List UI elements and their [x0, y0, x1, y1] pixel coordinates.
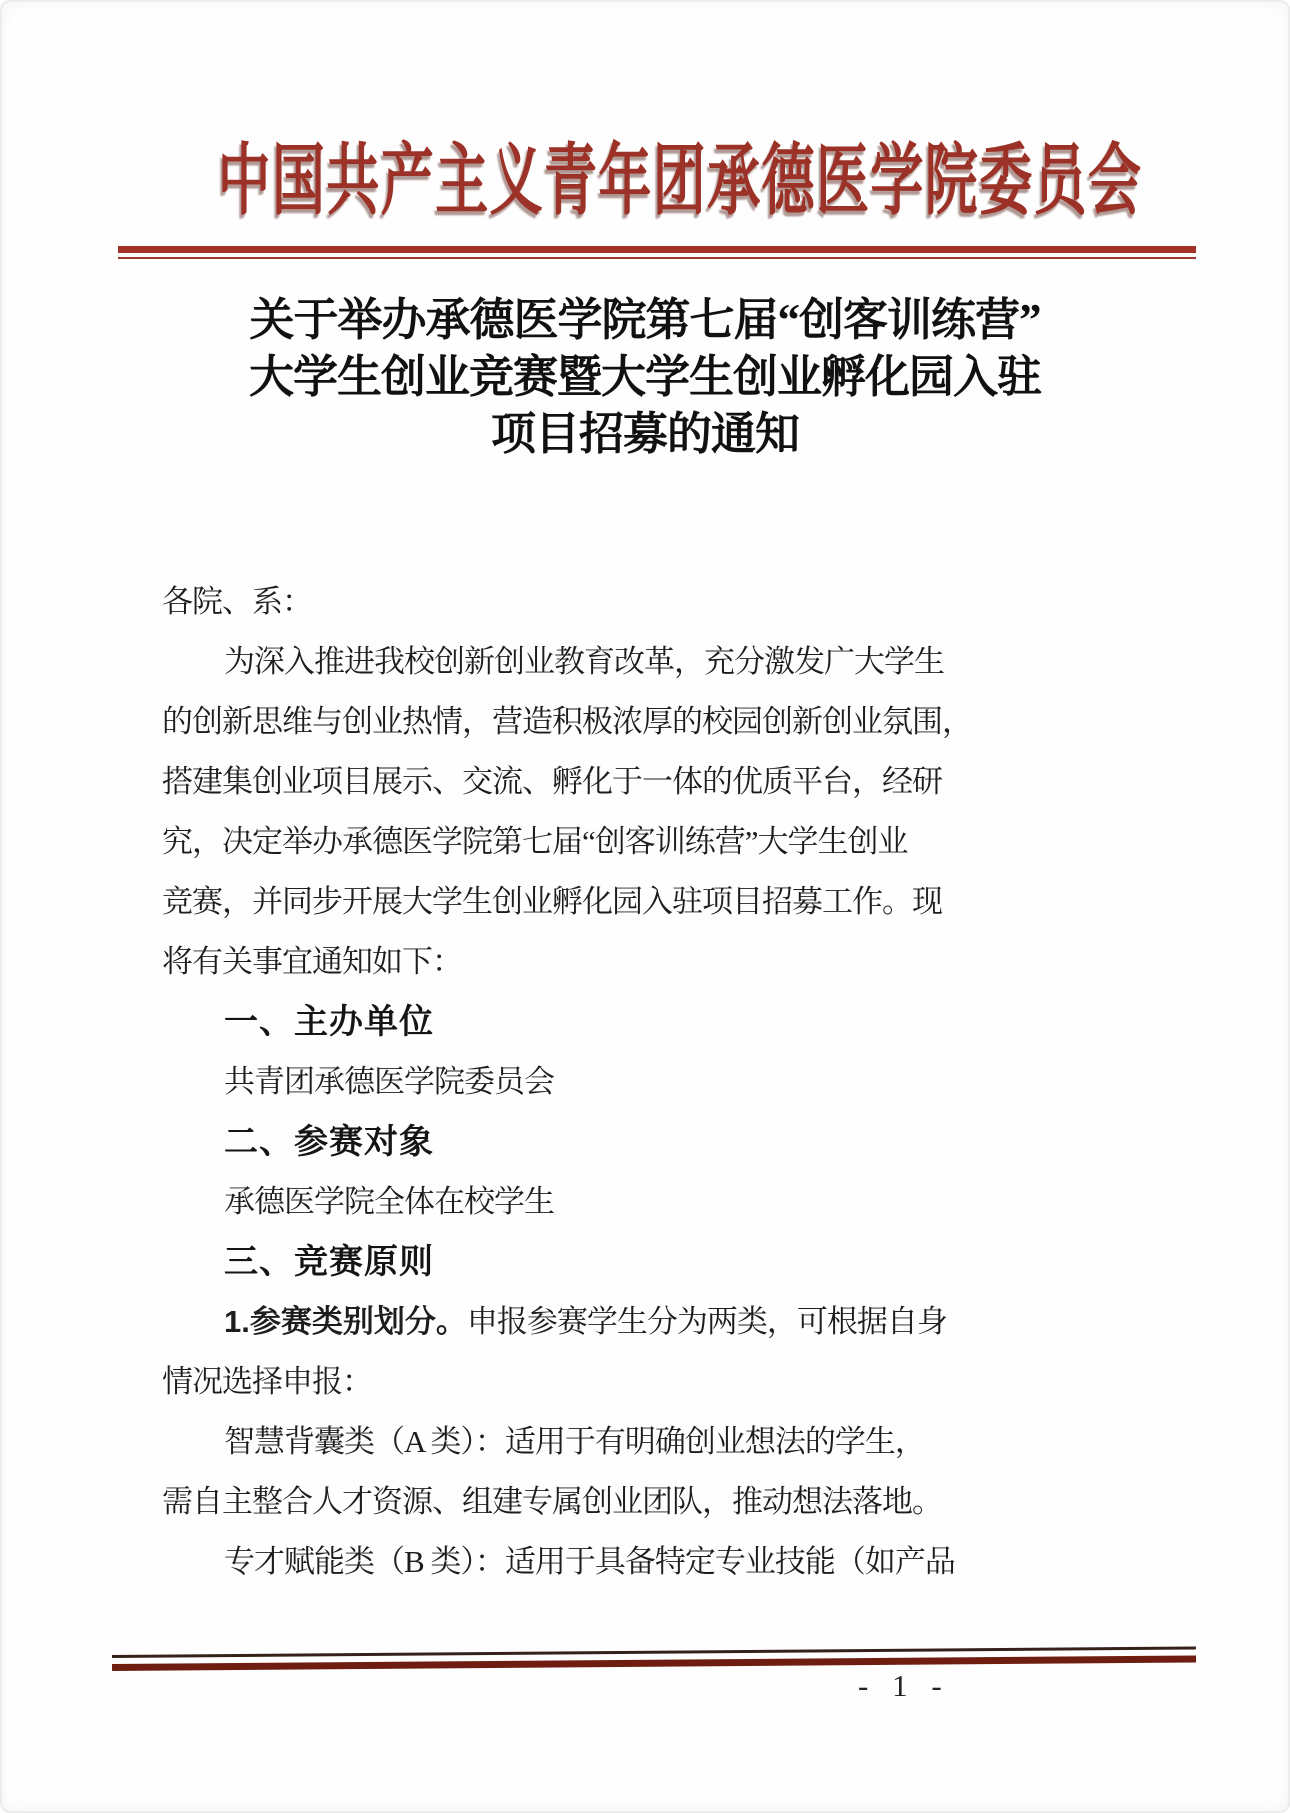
letterhead-divider: [118, 246, 1196, 259]
body-line: 竞赛，并同步开展大学生创业孵化园入驻项目招募工作。现: [162, 884, 942, 919]
section-heading-3: 三、竞赛原则: [224, 1243, 434, 1281]
document-title-line-3: 项目招募的通知: [490, 409, 799, 459]
body-line: 为深入推进我校创新创业教育改革，充分激发广大学生: [224, 644, 944, 679]
body-line: 将有关事宜通知如下：: [162, 944, 462, 979]
body-line: 搭建集创业项目展示、交流、孵化于一体的优质平台，经研: [162, 764, 942, 799]
letterhead-divider-thick-line: [118, 246, 1196, 253]
section-heading-2: 二、参赛对象: [224, 1123, 434, 1161]
document-title: [0, 292, 1290, 463]
salutation-line: 各院、系：: [162, 584, 312, 619]
letterhead-divider-thin-line: [118, 257, 1196, 259]
body-line: 需自主整合人才资源、组建专属创业团队，推动想法落地。: [162, 1484, 942, 1519]
letterhead-org-name: 中国共产主义青年团承德医学院委员会: [217, 137, 1143, 224]
body-line-numbered-item: 1.参赛类别划分。申报参赛学生分为两类，可根据自身: [224, 1304, 947, 1339]
body-line: 智慧背囊类（A 类）：适用于有明确创业想法的学生，: [224, 1424, 925, 1459]
body-line: 承德医学院全体在校学生: [224, 1184, 554, 1219]
document-title-line-1: 关于举办承德医学院第七届“创客训练营”: [249, 295, 1041, 345]
body-line: 专才赋能类（B 类）：适用于具备特定专业技能（如产品: [224, 1544, 955, 1579]
document-title-line-2: 大学生创业竞赛暨大学生创业孵化园入驻: [248, 352, 1041, 402]
document-body: [162, 572, 1162, 1592]
footer-divider: [112, 1646, 1196, 1671]
section-heading-1: 一、主办单位: [224, 1003, 434, 1041]
body-line: 共青团承德医学院委员会: [224, 1064, 554, 1099]
body-line: 究，决定举办承德医学院第七届“创客训练营”大学生创业: [162, 824, 908, 859]
body-line: 情况选择申报：: [162, 1364, 372, 1399]
page-number: - 1 -: [858, 1668, 950, 1703]
body-line: 的创新思维与创业热情，营造积极浓厚的校园创新创业氛围，: [162, 704, 972, 739]
letterhead-banner: [0, 118, 1290, 230]
